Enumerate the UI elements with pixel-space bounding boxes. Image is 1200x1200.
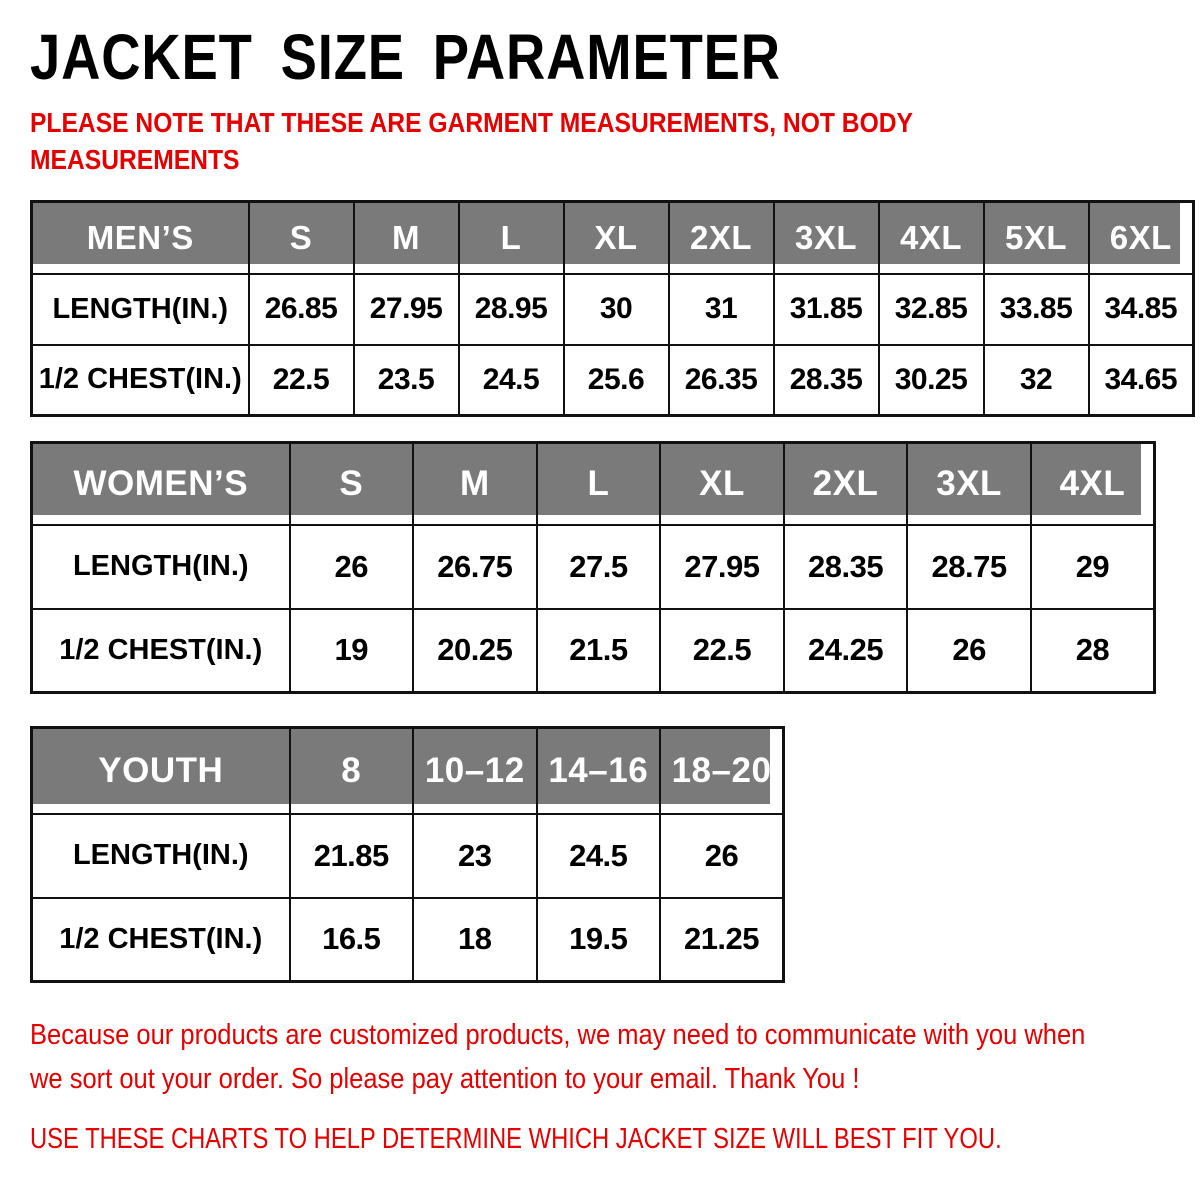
mens-chest-value: 23.5 [354, 345, 459, 416]
youth-chest-label: 1/2 CHEST(IN.) [32, 898, 290, 982]
mens-length-value: 27.95 [354, 274, 459, 345]
womens-length-value: 28.35 [784, 525, 908, 609]
womens-length-value: 26.75 [413, 525, 537, 609]
mens-size-header: M [354, 202, 459, 274]
youth-chest-value: 16.5 [290, 898, 414, 982]
womens-table-title-cell: WOMEN’S [32, 443, 290, 525]
mens-chest-value: 34.65 [1089, 345, 1194, 416]
youth-size-header: 18–20 [660, 728, 784, 814]
mens-size-header: S [249, 202, 354, 274]
youth-length-label: LENGTH(IN.) [32, 814, 290, 898]
mens-table-title-cell: MEN’S [32, 202, 249, 274]
womens-chest-value: 19 [290, 609, 414, 693]
womens-size-header: 3XL [907, 443, 1031, 525]
mens-chest-value: 26.35 [669, 345, 774, 416]
mens-length-value: 26.85 [249, 274, 354, 345]
youth-size-table [30, 726, 785, 983]
youth-size-header: 10–12 [413, 728, 537, 814]
youth-chest-value: 19.5 [537, 898, 661, 982]
customization-communication-note: Because our products are customized products, we may need to communicate with you when we sort out your order. So please pay attention to your email. Thank You ! [30, 1019, 1086, 1095]
mens-chest-value: 22.5 [249, 345, 354, 416]
womens-chest-value: 28 [1031, 609, 1155, 693]
mens-length-value: 31 [669, 274, 774, 345]
womens-size-table [30, 441, 1156, 694]
mens-chest-row [32, 345, 1194, 416]
mens-size-header: L [459, 202, 564, 274]
mens-size-header: 2XL [669, 202, 774, 274]
youth-length-value: 26 [660, 814, 784, 898]
youth-length-value: 21.85 [290, 814, 414, 898]
mens-size-header: 4XL [879, 202, 984, 274]
garment-measurement-note: PLEASE NOTE THAT THESE ARE GARMENT MEASUREMENTS, NOT BODY MEASUREMENTS [30, 107, 913, 175]
mens-length-value: 32.85 [879, 274, 984, 345]
womens-length-value: 27.95 [660, 525, 784, 609]
womens-chest-row [32, 609, 1155, 693]
youth-header-row [32, 728, 784, 814]
youth-table-title-cell: YOUTH [32, 728, 290, 814]
womens-length-value: 27.5 [537, 525, 661, 609]
womens-size-header: 4XL [1031, 443, 1155, 525]
womens-chest-value: 21.5 [537, 609, 661, 693]
page-title: JACKET SIZE PARAMETER [30, 21, 781, 93]
youth-chest-value: 21.25 [660, 898, 784, 982]
youth-chest-value: 18 [413, 898, 537, 982]
womens-length-label: LENGTH(IN.) [32, 525, 290, 609]
womens-chest-value: 26 [907, 609, 1031, 693]
womens-size-header: XL [660, 443, 784, 525]
mens-size-header: 3XL [774, 202, 879, 274]
mens-size-header: XL [564, 202, 669, 274]
womens-size-header: L [537, 443, 661, 525]
womens-size-header: 2XL [784, 443, 908, 525]
womens-chest-label: 1/2 CHEST(IN.) [32, 609, 290, 693]
womens-length-value: 29 [1031, 525, 1155, 609]
womens-size-header: S [290, 443, 414, 525]
womens-header-row [32, 443, 1155, 525]
mens-size-header: 5XL [984, 202, 1089, 274]
mens-chest-value: 28.35 [774, 345, 879, 416]
youth-length-value: 23 [413, 814, 537, 898]
youth-size-header: 8 [290, 728, 414, 814]
mens-length-label: LENGTH(IN.) [32, 274, 249, 345]
womens-size-header: M [413, 443, 537, 525]
mens-length-value: 34.85 [1089, 274, 1194, 345]
youth-size-header: 14–16 [537, 728, 661, 814]
mens-chest-value: 24.5 [459, 345, 564, 416]
mens-size-table [30, 200, 1195, 417]
youth-chest-row [32, 898, 784, 982]
mens-size-header: 6XL [1089, 202, 1194, 274]
womens-length-row [32, 525, 1155, 609]
chart-usage-note: USE THESE CHARTS TO HELP DETERMINE WHICH JACKET SIZE WILL BEST FIT YOU. [30, 1123, 1002, 1155]
womens-length-value: 28.75 [907, 525, 1031, 609]
mens-length-value: 30 [564, 274, 669, 345]
mens-header-row [32, 202, 1194, 274]
mens-chest-value: 32 [984, 345, 1089, 416]
mens-length-value: 28.95 [459, 274, 564, 345]
mens-chest-value: 30.25 [879, 345, 984, 416]
womens-length-value: 26 [290, 525, 414, 609]
youth-length-row [32, 814, 784, 898]
womens-chest-value: 20.25 [413, 609, 537, 693]
youth-length-value: 24.5 [537, 814, 661, 898]
mens-length-value: 31.85 [774, 274, 879, 345]
mens-chest-value: 25.6 [564, 345, 669, 416]
mens-chest-label: 1/2 CHEST(IN.) [32, 345, 249, 416]
womens-chest-value: 22.5 [660, 609, 784, 693]
mens-length-value: 33.85 [984, 274, 1089, 345]
mens-length-row [32, 274, 1194, 345]
womens-chest-value: 24.25 [784, 609, 908, 693]
